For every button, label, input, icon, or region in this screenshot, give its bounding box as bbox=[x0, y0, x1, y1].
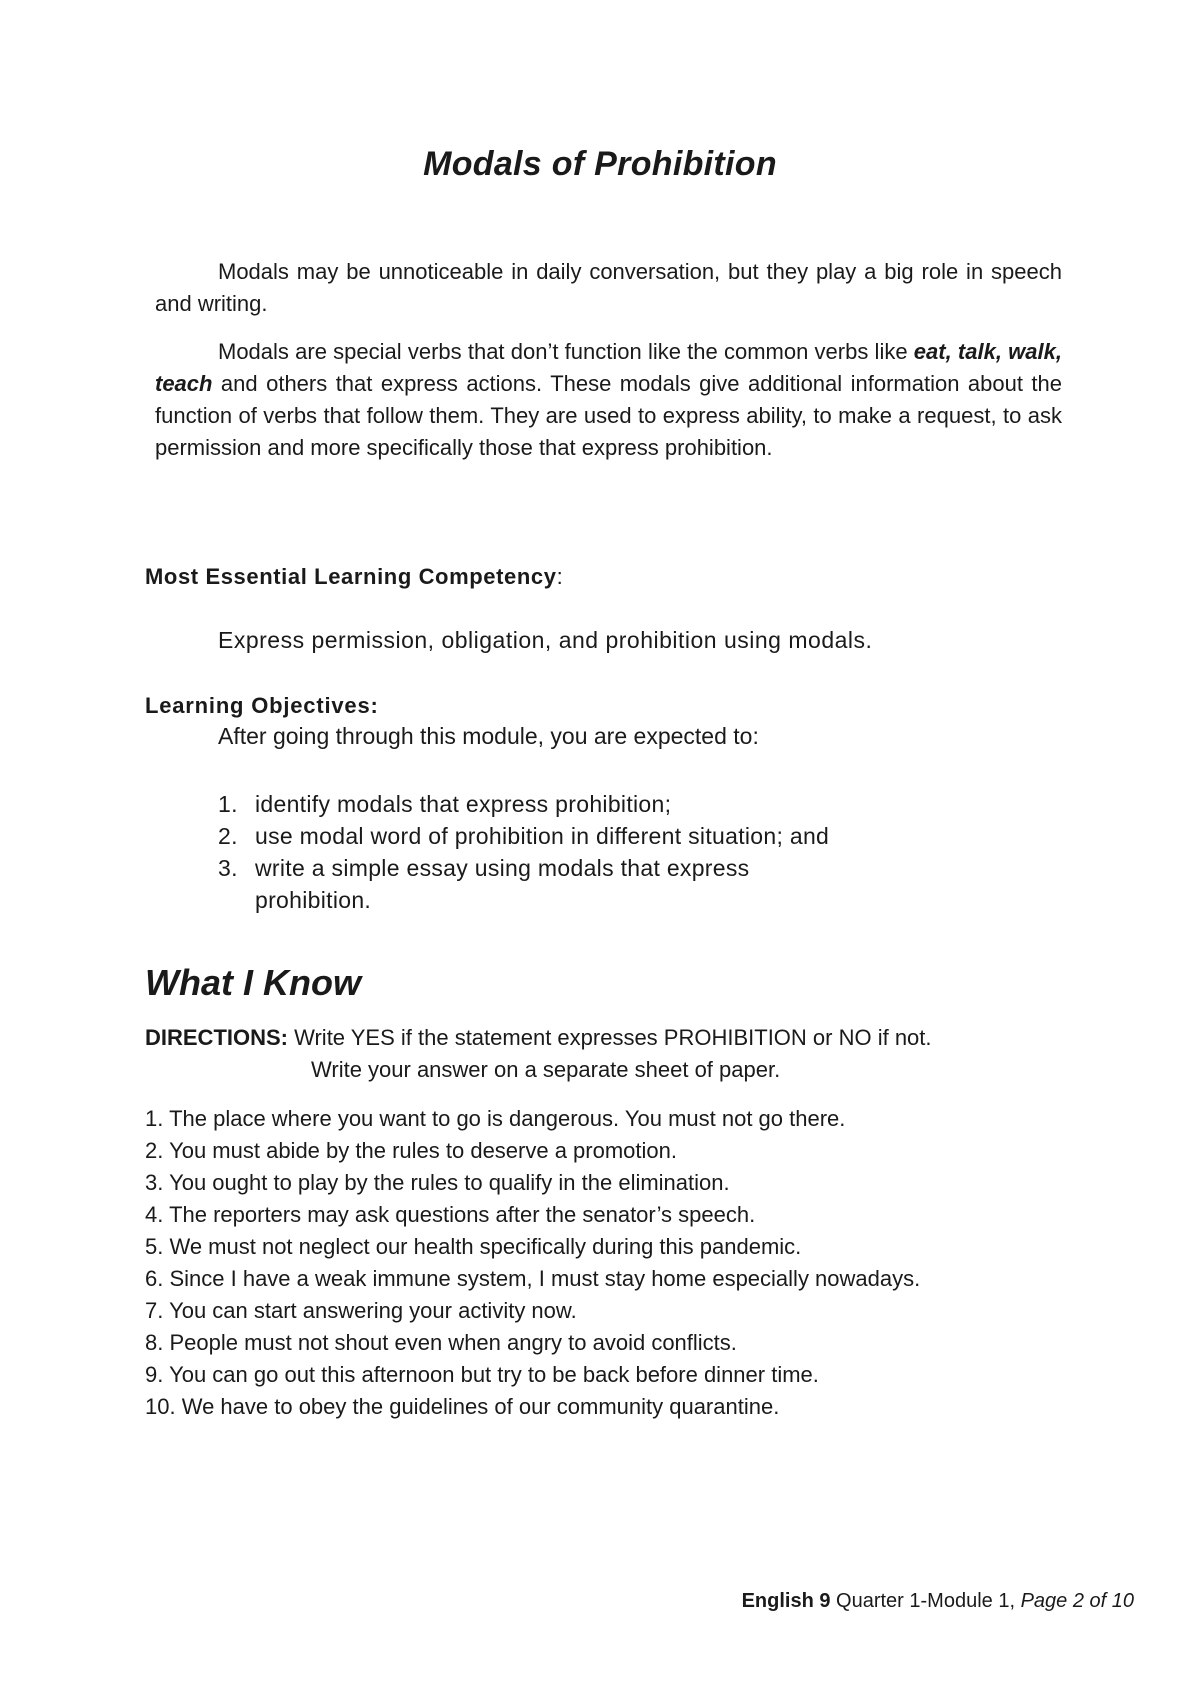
objective-item bbox=[218, 820, 938, 852]
directions-text: Write YES if the statement expresses PROHIBITION or NO if not. bbox=[288, 1025, 932, 1050]
quiz-item: 7. You can start answering your activity now. bbox=[145, 1298, 577, 1323]
intro-p2-end: and others that express actions. These modals give additional information about the function of verbs that follow them. They are used to express ability, to make a request, to ask permission and more specifically those that express prohibition. bbox=[155, 371, 1062, 460]
intro-paragraph-2 bbox=[155, 336, 1062, 464]
footer-page-number: Page 2 of 10 bbox=[1020, 1590, 1134, 1612]
objectives-heading: Learning Objectives: bbox=[145, 693, 379, 718]
objective-text: identify modals that express prohibition; bbox=[255, 791, 672, 817]
melc-heading bbox=[145, 564, 563, 590]
quiz-items bbox=[145, 1103, 920, 1423]
page-footer bbox=[742, 1590, 1134, 1613]
footer-subject: English 9 bbox=[741, 1590, 831, 1612]
verb-walk: walk, bbox=[1008, 339, 1062, 364]
objectives-list bbox=[218, 788, 938, 916]
quiz-item: 4. The reporters may ask questions after the senator’s speech. bbox=[145, 1202, 756, 1227]
objective-text: use modal word of prohibition in different situation; and bbox=[255, 823, 830, 849]
quiz-item: 9. You can go out this afternoon but try to be back before dinner time. bbox=[145, 1362, 819, 1387]
melc-text: Express permission, obligation, and prohibition using modals. bbox=[218, 627, 873, 653]
intro-section bbox=[155, 256, 1062, 480]
quiz-item: 5. We must not neglect our health specifically during this pandemic. bbox=[145, 1234, 802, 1259]
directions-line-1 bbox=[145, 1022, 932, 1054]
verb-eat: eat, bbox=[913, 339, 952, 364]
objective-item bbox=[218, 788, 938, 820]
directions-label: DIRECTIONS: bbox=[145, 1025, 288, 1050]
quiz-item: 6. Since I have a weak immune system, I must stay home especially nowadays. bbox=[145, 1266, 921, 1291]
what-i-know-heading: What I Know bbox=[145, 962, 361, 1003]
objective-item bbox=[218, 852, 938, 916]
quiz-item: 8. People must not shout even when angry to avoid conflicts. bbox=[145, 1330, 737, 1355]
directions-line-2: Write your answer on a separate sheet of paper. bbox=[311, 1057, 781, 1082]
page-title: Modals of Prohibition bbox=[423, 145, 777, 183]
directions bbox=[145, 1022, 932, 1086]
objective-text: write a simple essay using modals that express prohibition. bbox=[255, 855, 750, 913]
verb-teach: teach bbox=[155, 371, 213, 396]
quiz-item: 3. You ought to play by the rules to qualify in the elimination. bbox=[145, 1170, 730, 1195]
objective-number: 2. bbox=[218, 823, 238, 849]
verb-talk: talk, bbox=[957, 339, 1002, 364]
objective-number: 1. bbox=[218, 791, 238, 817]
intro-p2-start: Modals are special verbs that don’t function like the common verbs like bbox=[218, 339, 914, 364]
melc-label: Most Essential Learning Competency bbox=[145, 564, 557, 589]
quiz-item: 1. The place where you want to go is dangerous. You must not go there. bbox=[145, 1106, 846, 1131]
footer-module: Quarter 1-Module 1, bbox=[830, 1590, 1021, 1612]
objectives-intro: After going through this module, you are expected to: bbox=[218, 723, 759, 749]
quiz-item: 2. You must abide by the rules to deserve a promotion. bbox=[145, 1138, 677, 1163]
quiz-item: 10. We have to obey the guidelines of our community quarantine. bbox=[145, 1394, 780, 1419]
melc-colon: : bbox=[556, 564, 564, 589]
intro-paragraph-1: Modals may be unnoticeable in daily conversation, but they play a big role in speech and writing. bbox=[155, 259, 1062, 316]
objective-number: 3. bbox=[218, 855, 238, 881]
